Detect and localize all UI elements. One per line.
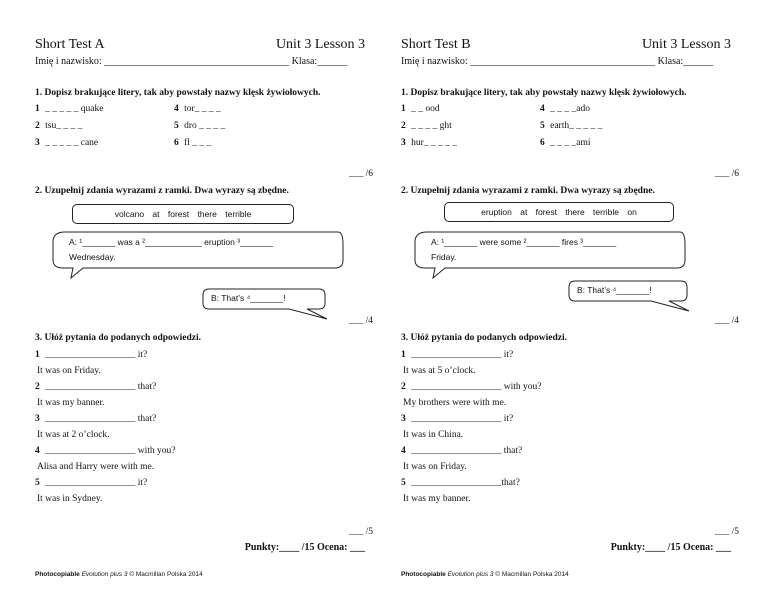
q1-score: ___ /6 [714,169,739,179]
q1-item: 5 dro _ _ _ _ [174,121,226,131]
q3-score: ___ /5 [348,527,373,537]
q3-prompt: 3 ___________________ it? [401,414,514,424]
q3-answer: It was in China. [403,430,464,440]
q3-answer: It was my banner. [37,398,105,408]
q1-item: 3 hur_ _ _ _ _ [401,138,458,148]
q1-heading: 1. Dopisz brakujące litery, tak aby powstały nazwy klęsk żywiołowych. [401,88,687,98]
q1-heading: 1. Dopisz brakujące litery, tak aby powstały nazwy klęsk żywiołowych. [35,88,321,98]
bubble-b-text: B: That’s ⁴_______! [211,293,286,303]
name-class-line: Imię i nazwisko: _____________________________________ Klasa:______ [35,56,348,67]
speech-bubble-a [415,232,685,272]
word-box: volcano at forest there terrible [72,204,294,224]
q1-item: 2 _ _ _ _ ght [401,121,452,131]
q1-item: 6 fl _ _ _ [174,138,212,148]
name-class-line: Imię i nazwisko: _____________________________________ Klasa:______ [401,56,714,67]
q3-prompt: 5 ___________________that? [401,478,520,488]
footer-copyright: Photocopiable Evolution plus 3 © Macmillan Polska 2014 [35,571,203,578]
speech-bubble-b [569,281,687,301]
points-grade: Punkty:____ /15 Ocena: ___ [610,542,731,553]
q1-item: 4 _ _ _ _ado [540,104,590,114]
q3-answer: It was at 2 o’clock. [37,430,110,440]
q2-heading: 2. Uzupełnij zdania wyrazami z ramki. Dwa wyrazy są zbędne. [401,186,655,196]
bubble-a-line2: Friday. [431,252,457,262]
footer-copyright: Photocopiable Evolution plus 3 © Macmillan Polska 2014 [401,571,569,578]
q3-score: ___ /5 [714,527,739,537]
q3-answer: It was my banner. [403,494,471,504]
speech-bubble-a [53,232,343,272]
short-test-a [35,0,373,594]
bubble-a-line2: Wednesday. [69,252,116,262]
q3-prompt: 5 ___________________ it? [35,478,148,488]
q1-item: 3 _ _ _ _ _ cane [35,138,99,148]
unit-lesson: Unit 3 Lesson 3 [641,37,731,52]
q3-prompt: 2 ___________________ with you? [401,382,542,392]
q3-prompt: 1 ___________________ it? [401,350,514,360]
q3-answer: My brothers were with me. [403,398,507,408]
q1-item: 6 _ _ _ _ami [540,138,591,148]
bubble-b-text: B: That’s ⁴_______! [577,285,652,295]
q2-heading: 2. Uzupełnij zdania wyrazami z ramki. Dwa wyrazy są zbędne. [35,186,289,196]
test-title: Short Test B [401,37,471,52]
q3-answer: It was on Friday. [403,462,467,472]
q3-prompt: 3 ___________________ that? [35,414,157,424]
q3-answer: It was on Friday. [37,366,101,376]
bubble-a-line1: A: ¹_______ was a ²____________ eruption ³_______ [69,237,274,247]
q3-answer: Alisa and Harry were with me. [37,462,155,472]
q2-score: ___ /4 [348,316,373,326]
unit-lesson: Unit 3 Lesson 3 [275,37,365,52]
q1-item: 1 _ _ _ _ _ quake [35,104,104,114]
speech-bubble-b [203,289,325,309]
q3-heading: 3. Ułóż pytania do podanych odpowiedzi. [401,333,568,343]
q3-answer: It was at 5 o’clock. [403,366,476,376]
q1-item: 4 tor_ _ _ _ [174,104,221,114]
q1-item: 1 _ _ ood [401,104,440,114]
q1-score: ___ /6 [348,169,373,179]
q1-item: 5 earth_ _ _ _ _ [540,121,603,131]
word-box: eruption at forest there terrible on [444,202,674,222]
short-test-b [401,0,739,594]
points-grade: Punkty:____ /15 Ocena: ___ [244,542,365,553]
q3-prompt: 1 ___________________ it? [35,350,148,360]
bubble-a-line1: A: ¹_______ were some ²_______ fires ³_______ [431,237,617,247]
test-title: Short Test A [35,37,105,52]
q3-prompt: 4 ___________________ with you? [35,446,176,456]
q2-score: ___ /4 [714,316,739,326]
q3-prompt: 4 ___________________ that? [401,446,523,456]
q3-heading: 3. Ułóż pytania do podanych odpowiedzi. [35,333,202,343]
q1-item: 2 tsu_ _ _ _ [35,121,83,131]
q3-answer: It was in Sydney. [37,494,103,504]
q3-prompt: 2 ___________________ that? [35,382,157,392]
